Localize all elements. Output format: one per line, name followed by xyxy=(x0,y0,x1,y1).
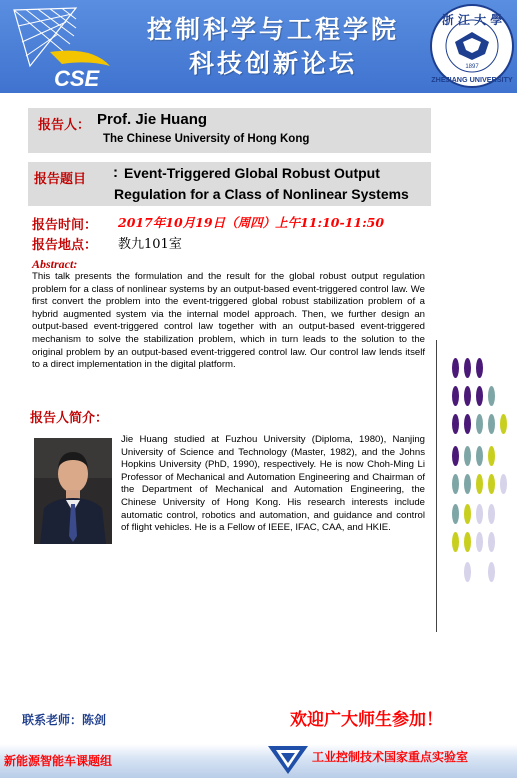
decorative-dot xyxy=(464,358,471,378)
decorative-dot xyxy=(452,504,459,524)
decorative-dot xyxy=(452,358,459,378)
decorative-dot xyxy=(452,446,459,466)
footer-research-group: 新能源智能车课题组 xyxy=(4,754,113,768)
speaker-photo xyxy=(34,438,112,544)
cse-logo-icon xyxy=(6,6,114,90)
talk-title-label: 报告题目 xyxy=(34,172,87,187)
decorative-dot xyxy=(488,386,495,406)
decorative-dot xyxy=(476,414,483,434)
decorative-dot xyxy=(488,532,495,552)
place-value: 教九101室 xyxy=(118,237,182,252)
decorative-dot xyxy=(464,446,471,466)
decorative-dot xyxy=(452,414,459,434)
abstract-text: This talk presents the formulation and the result for the global robust output regulation problem for a class of nonlinear systems by an output-based event-triggered control law. We first convert the problem into the event-triggered global robust stabilization problem of a hybrid augmented system via the internal model approach. Then, we further design an output-based event-triggered control law together with an output-based event-triggered mechanism to solve the stabilization problem, which in turn leads to the solution to the original problem by an output-based event-triggered control law. Our control law lends itself to a direct implementation in the digital platform. xyxy=(32,271,425,371)
welcome-message: 欢迎广大师生参加！ xyxy=(290,710,443,730)
bio-label: 报告人简介： xyxy=(30,411,109,426)
speaker-name: Prof. Jie Huang xyxy=(97,111,208,128)
zju-seal-year: 1897 xyxy=(465,64,479,70)
place-label: 报告地点： xyxy=(32,238,98,253)
zju-seal-en-text: ZHEJIANG UNIVERSITY xyxy=(431,75,513,84)
talk-title-line1: Event-Triggered Global Robust Output xyxy=(124,165,380,181)
decorative-dot xyxy=(464,562,471,582)
abstract-label: Abstract: xyxy=(32,257,78,271)
lab-logo-icon xyxy=(266,742,310,776)
decorative-dot xyxy=(464,504,471,524)
decorative-dot xyxy=(464,474,471,494)
decorative-dot xyxy=(476,386,483,406)
header-title-line2: 科技创新论坛 xyxy=(188,49,357,78)
decorative-dot xyxy=(452,386,459,406)
decorative-dot xyxy=(488,562,495,582)
decorative-dot xyxy=(500,474,507,494)
footer-lab-name: 工业控制技术国家重点实验室 xyxy=(312,750,469,764)
decorative-dot xyxy=(500,414,507,434)
decorative-dot xyxy=(464,414,471,434)
talk-title-line2: Regulation for a Class of Nonlinear Systems xyxy=(114,186,409,202)
talk-title-colon: : xyxy=(113,164,118,181)
time-value: 2017年10月19日（周四）上午11:10-11:50 xyxy=(118,215,385,230)
decorative-dot xyxy=(476,358,483,378)
decorative-dot xyxy=(476,474,483,494)
speaker-label: 报告人： xyxy=(38,118,91,133)
decorative-dot xyxy=(488,414,495,434)
cse-logo-text: CSE xyxy=(54,66,100,90)
contact-teacher: 联系老师：陈剑 xyxy=(22,713,107,727)
decorative-dot xyxy=(464,532,471,552)
decorative-dot xyxy=(488,504,495,524)
decorative-dot xyxy=(488,446,495,466)
speaker-affiliation: The Chinese University of Hong Kong xyxy=(103,133,310,145)
decorative-dot xyxy=(476,504,483,524)
decorative-dot xyxy=(452,532,459,552)
decorative-dot xyxy=(476,446,483,466)
header-title-line1: 控制科学与工程学院 xyxy=(146,15,399,44)
decorative-dot xyxy=(464,386,471,406)
zju-seal-icon xyxy=(429,2,515,90)
decorative-dot xyxy=(476,532,483,552)
decorative-dot xyxy=(488,474,495,494)
decorative-dot xyxy=(452,474,459,494)
decorative-divider xyxy=(436,340,437,632)
bio-text: Jie Huang studied at Fuzhou University (Diploma, 1980), Nanjing University of Science and Technology (Master, 1982), and the Johns Hopkins University (PhD, 1990), respectively. He is now Choh-Ming Li Professor of Mechanical and Automation Engineering and Chairman of the Department of Mechanical and Automation Engineering, the Chinese University of Hong Kong. His research interests include automatic control, robotics and automation, and guidance and control of flight vehicles. He is a Fellow of IEEE, IFAC, CAA, and HKIE. xyxy=(121,434,425,534)
zju-seal-cn-text: 浙 江 大 學 xyxy=(441,13,503,27)
time-label: 报告时间： xyxy=(32,218,98,233)
